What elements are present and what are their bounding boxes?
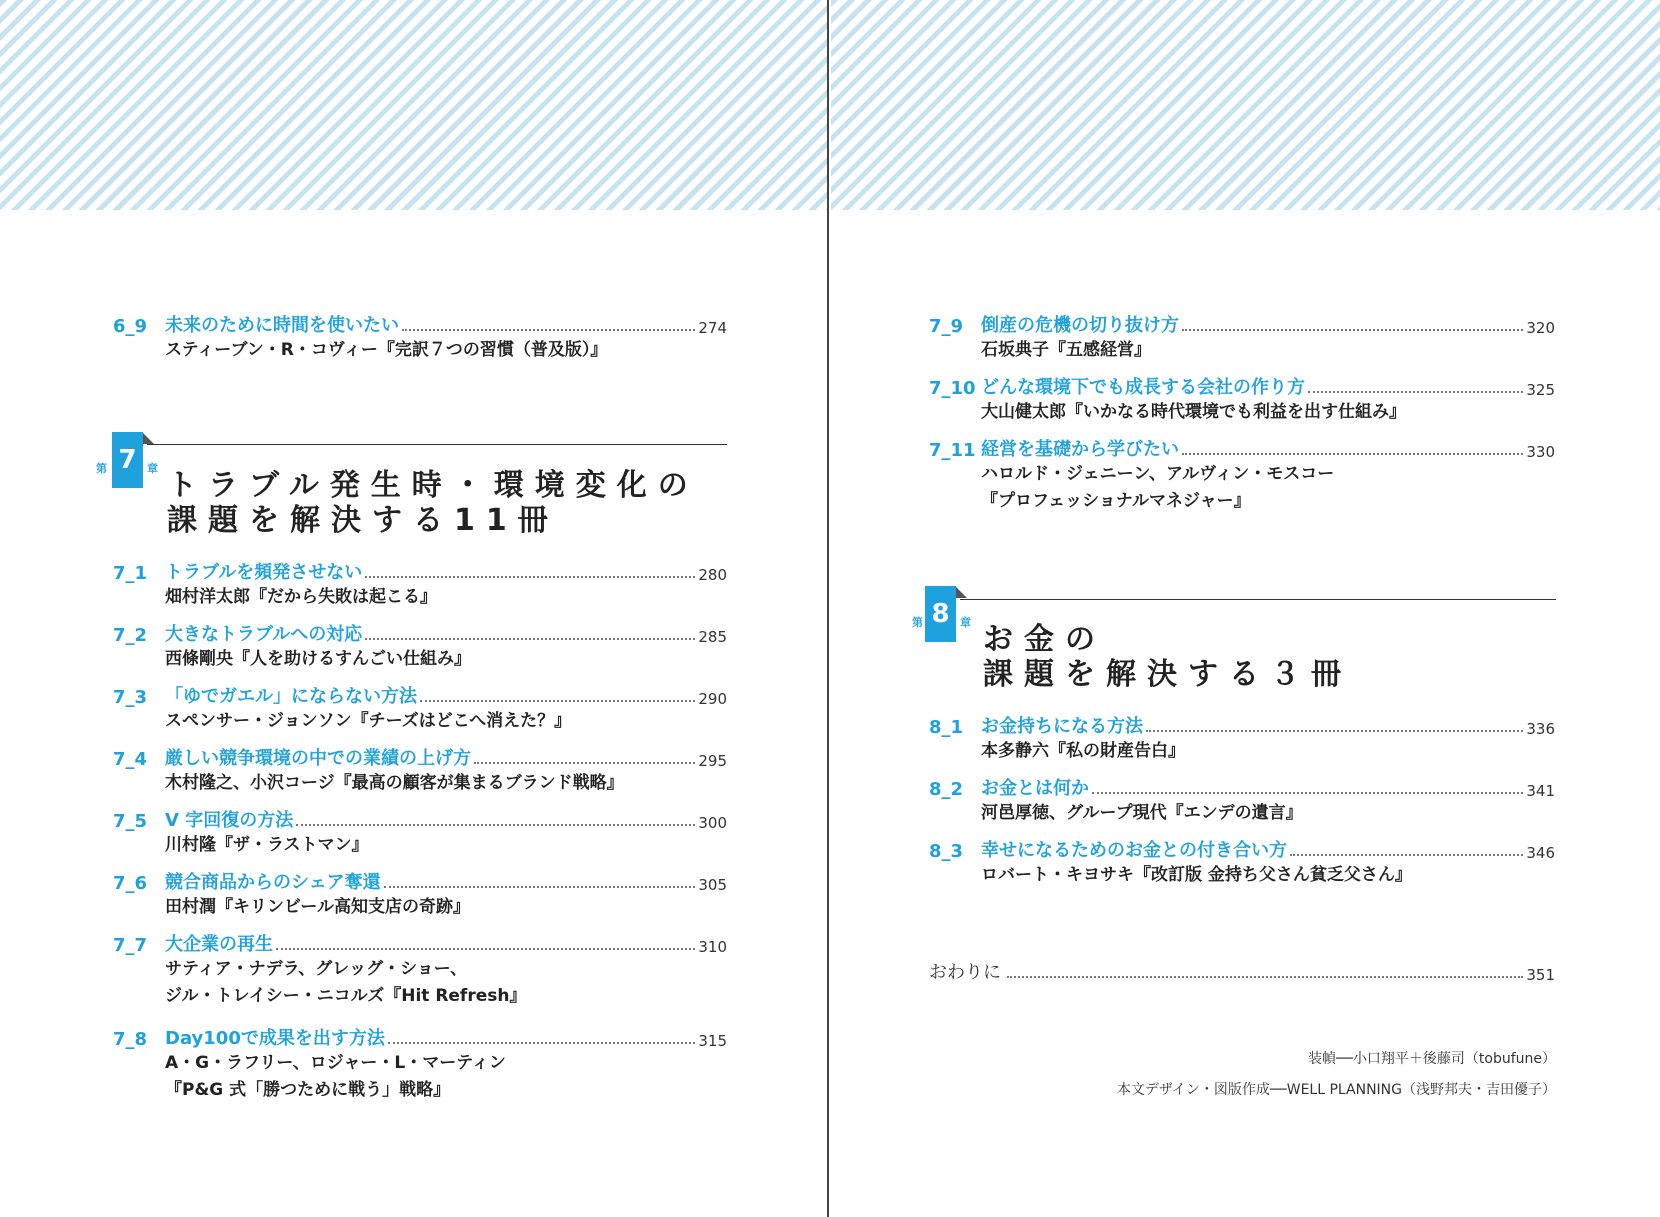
toc-entry[interactable] (929, 435, 1555, 515)
section-title: Day100で成果を出す方法 (165, 1028, 385, 1049)
section-number: 6_9 (113, 316, 148, 337)
leader-dots (1007, 976, 1523, 978)
leader-dots (296, 824, 695, 826)
book-reference: 田村潤『キリンビール高知支店の奇跡』 (165, 897, 470, 917)
book-reference: ハロルド・ジェニーン、アルヴィン・モスコー (981, 464, 1335, 484)
book-reference: スペンサー・ジョンソン『チーズはどこへ消えた？』 (165, 711, 572, 731)
chapter-title-line-2: 課題を解決する３冊 (983, 657, 1352, 692)
toc-entry-row (929, 836, 1555, 862)
toc-entry[interactable] (929, 836, 1555, 889)
page-number: 351 (1526, 966, 1555, 984)
page-number: 341 (1526, 782, 1555, 800)
section-title: 未来のために時間を使いたい (165, 315, 399, 336)
leader-dots (1182, 329, 1523, 331)
book-reference: スティーブン・R・コヴィー『完訳７つの習慣（普及版）』 (165, 340, 608, 360)
toc-entry[interactable] (929, 774, 1555, 827)
page-number: 330 (1526, 443, 1555, 461)
closing-entry[interactable] (929, 958, 1555, 984)
book-reference: 『プロフェッショナルマネジャー』 (981, 491, 1251, 511)
credit-design: 本文デザイン・図版作成──WELL PLANNING（浅野邦夫・吉田優子） (1116, 1082, 1556, 1098)
leader-dots (384, 886, 696, 888)
book-reference: 大山健太郎『いかなる時代環境でも利益を出す仕組み』 (981, 402, 1406, 422)
toc-entry-row (929, 774, 1555, 800)
page-number: 325 (1526, 381, 1555, 399)
toc-entry-row (113, 868, 727, 894)
section-title: 幸せになるためのお金との付き合い方 (981, 840, 1287, 861)
section-title: トラブルを頻発させない (165, 562, 363, 583)
toc-entry[interactable] (113, 311, 727, 364)
chapter-title-line-2: 課題を解決する11冊 (167, 503, 559, 538)
toc-entry-row (113, 558, 727, 584)
book-reference: 石坂典子『五感経営』 (981, 340, 1151, 360)
chapter-title-line-1: お金の (983, 622, 1106, 657)
left-page (0, 0, 829, 1217)
leader-dots (276, 948, 695, 950)
chapter-prefix: 第 (912, 616, 923, 629)
section-title: 倒産の危機の切り抜け方 (981, 315, 1179, 336)
leader-dots (1146, 730, 1523, 732)
section-title: お金持ちになる方法 (981, 716, 1143, 737)
section-number: 7_5 (113, 811, 148, 832)
section-title: 厳しい競争環境の中での業績の上げ方 (165, 748, 471, 769)
section-title: V 字回復の方法 (165, 810, 294, 831)
toc-entry[interactable] (929, 712, 1555, 765)
leader-dots (365, 638, 695, 640)
leader-dots (1182, 453, 1523, 455)
book-reference: 木村隆之、小沢コージ『最高の顧客が集まるブランド戦略』 (165, 773, 624, 793)
stripe-header (0, 0, 829, 210)
closing-label: おわりに (929, 962, 1001, 983)
section-number: 7_1 (113, 563, 148, 584)
section-number: 8_3 (929, 841, 964, 862)
section-number: 8_2 (929, 779, 964, 800)
leader-dots (474, 762, 695, 764)
page-number: 310 (698, 938, 727, 956)
leader-dots (402, 329, 695, 331)
book-reference: 川村隆『ザ・ラストマン』 (165, 835, 369, 855)
page-number: 280 (698, 566, 727, 584)
leader-dots (1092, 792, 1523, 794)
page-number: 320 (1526, 319, 1555, 337)
leader-dots (1308, 391, 1523, 393)
book-reference: 河邑厚徳、グループ現代『エンデの遺言』 (981, 803, 1303, 823)
book-reference: A・G・ラフリー、ロジャー・L・マーティン (165, 1053, 506, 1073)
section-title: どんな環境下でも成長する会社の作り方 (981, 377, 1305, 398)
chapter-number-badge: 7 (112, 432, 143, 488)
toc-entry[interactable] (113, 930, 727, 1010)
book-reference: ロバート・キヨサキ『改訂版 金持ち父さん貧乏父さん』 (981, 865, 1412, 885)
book-reference: ジル・トレイシー・ニコルズ『Hit Refresh』 (165, 986, 527, 1006)
credit-binding: 装幀──小口翔平＋後藤司（tobufune） (1308, 1051, 1556, 1067)
leader-dots (365, 576, 695, 578)
toc-entry[interactable] (929, 311, 1555, 364)
section-number: 8_1 (929, 717, 964, 738)
toc-entry-row (929, 373, 1555, 399)
page-number: 305 (698, 876, 727, 894)
leader-dots (388, 1042, 696, 1044)
chapter-number-badge: 8 (925, 586, 956, 642)
toc-entry-row (929, 712, 1555, 738)
book-reference: 畑村洋太郎『だから失敗は起こる』 (165, 587, 437, 607)
toc-entry[interactable] (929, 373, 1555, 426)
page-number: 315 (698, 1032, 727, 1050)
toc-entry-row (113, 620, 727, 646)
toc-entry-row (929, 311, 1555, 337)
section-title: 大きなトラブルへの対応 (165, 624, 363, 645)
section-number: 7_4 (113, 749, 148, 770)
toc-entry[interactable] (113, 1024, 727, 1104)
toc-entry-row (113, 744, 727, 770)
section-number: 7_7 (113, 935, 148, 956)
toc-entry-row (113, 806, 727, 832)
page-number: 336 (1526, 720, 1555, 738)
section-number: 7_11 (929, 440, 976, 461)
section-title: 経営を基礎から学びたい (981, 439, 1179, 460)
section-title: 競合商品からのシェア奪還 (165, 872, 381, 893)
section-number: 7_9 (929, 316, 964, 337)
chapter-suffix: 章 (147, 462, 158, 475)
chapter-title-line-1: トラブル発生時・環境変化の (167, 468, 699, 503)
page-number: 274 (698, 319, 727, 337)
toc-entry-row (113, 311, 727, 337)
section-number: 7_6 (113, 873, 148, 894)
toc-entry[interactable] (113, 806, 727, 859)
section-number: 7_8 (113, 1029, 148, 1050)
chapter-prefix: 第 (96, 462, 107, 475)
toc-entry-row (113, 682, 727, 708)
book-reference: 本多静六『私の財産告白』 (981, 741, 1185, 761)
chapter-suffix: 章 (960, 616, 971, 629)
page-number: 346 (1526, 844, 1555, 862)
toc-entry-row (929, 435, 1555, 461)
book-reference: サティア・ナデラ、グレッグ・ショー、 (165, 959, 468, 979)
leader-dots (1290, 854, 1523, 856)
toc-entry[interactable] (113, 620, 727, 673)
section-title: 「ゆでガエル」にならない方法 (165, 686, 417, 707)
section-number: 7_10 (929, 378, 976, 399)
page-number: 285 (698, 628, 727, 646)
right-page (831, 0, 1660, 1217)
book-spine (827, 0, 829, 1217)
page-number: 300 (698, 814, 727, 832)
book-reference: 『P&G 式「勝つために戦う」戦略』 (165, 1080, 451, 1100)
section-number: 7_3 (113, 687, 148, 708)
book-reference: 西條剛央『人を助けるすんごい仕組み』 (165, 649, 471, 669)
section-title: 大企業の再生 (165, 934, 273, 955)
toc-entry[interactable] (113, 744, 727, 797)
page-number: 295 (698, 752, 727, 770)
leader-dots (420, 700, 695, 702)
toc-entry-row (113, 1024, 727, 1050)
page-number: 290 (698, 690, 727, 708)
stripe-header (831, 0, 1660, 210)
toc-entry[interactable] (113, 868, 727, 921)
toc-entry[interactable] (113, 682, 727, 735)
section-title: お金とは何か (981, 778, 1089, 799)
toc-entry-row (113, 930, 727, 956)
section-number: 7_2 (113, 625, 148, 646)
toc-entry[interactable] (113, 558, 727, 611)
